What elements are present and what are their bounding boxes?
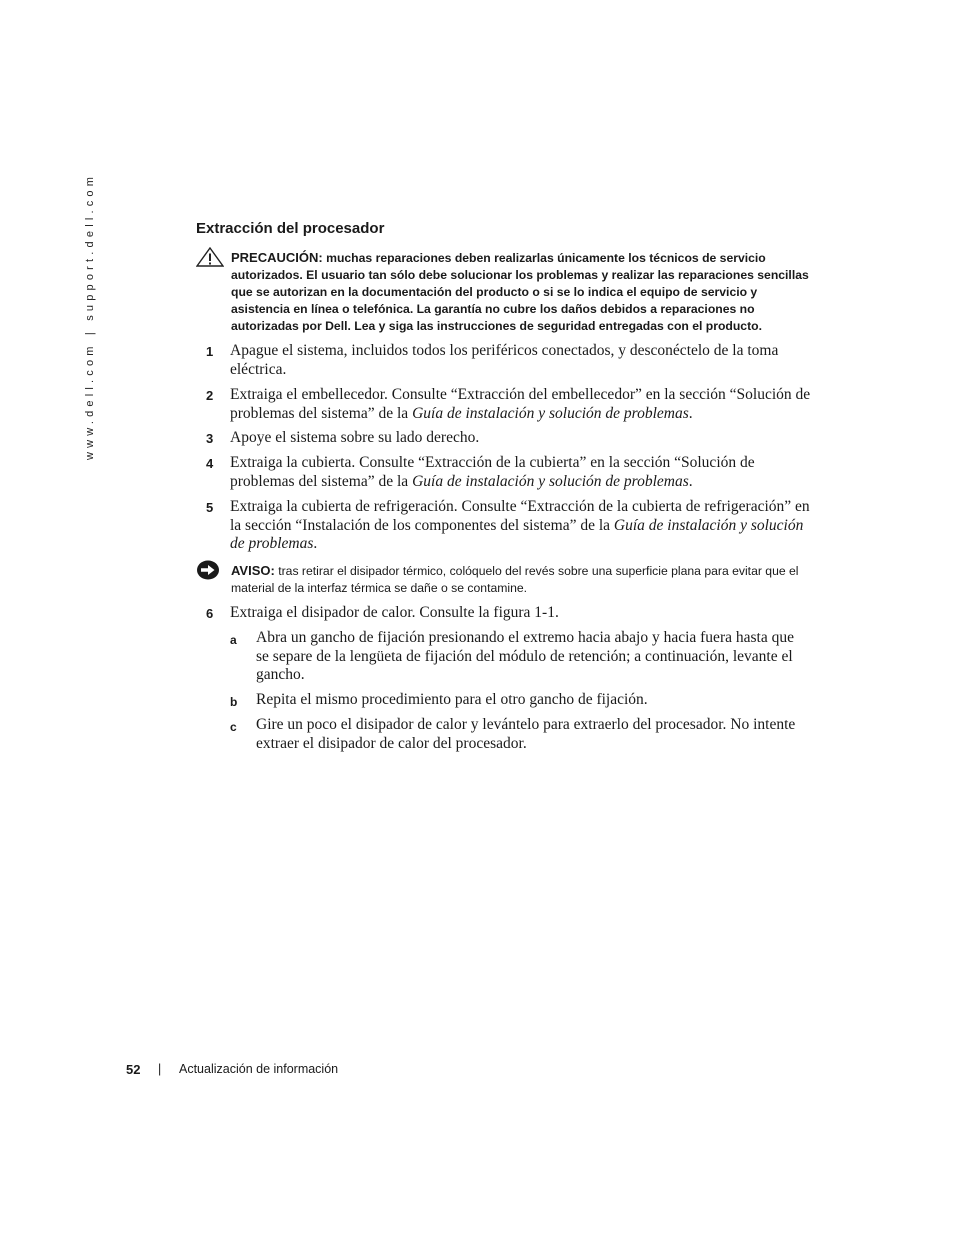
step-number: 2 (206, 388, 214, 403)
substep-letter: b (230, 695, 238, 709)
step-text: Extraiga el disipador de calor. Consulte la figura 1-1. (230, 604, 559, 621)
footer-separator: | (158, 1062, 162, 1076)
step-1 (196, 342, 816, 379)
step-text: Extraiga la cubierta de refrigeración. Consulte “Extracción de la cubierta de refrigeración” en la sección “Instalación de los componentes del sistema” de la Guía de instalación y solución de problemas. (230, 498, 810, 552)
substep-text: Repita el mismo procedimiento para el otro gancho de fijación. (256, 691, 648, 708)
footer-section-title: Actualización de información (179, 1062, 339, 1076)
substep-c (230, 716, 810, 753)
guide-reference: Guía de instalación y solución de problemas (412, 404, 689, 422)
step-5 (196, 498, 816, 554)
step-number: 1 (206, 344, 214, 359)
step-3 (196, 429, 816, 448)
substep-letter: a (230, 633, 237, 647)
step-number: 6 (206, 606, 214, 621)
caution-text: muchas reparaciones deben realizarlas únicamente los técnicos de servicio autorizados. El usuario tan sólo debe solucionar los problemas y realizar las reparaciones sencillas que se autorizan en la documentación del producto o si se lo indica el equipo de servicio y asistencia en línea o telefónica. La garantía no cubre los daños debidos a reparaciones no autorizadas por Dell. Lea y siga las instrucciones de seguridad entregadas con el producto. (231, 251, 809, 333)
step-text: Apague el sistema, incluidos todos los periféricos conectados, y desconéctelo de la toma eléctrica. (230, 342, 779, 378)
substep-text: Gire un poco el disipador de calor y levántelo para extraerlo del procesador. No intente extraer el disipador de calor del procesador. (256, 716, 796, 752)
aviso-text: tras retirar el disipador térmico, colóquelo del revés sobre una superficie plana para evitar que el material de la interfaz térmica se dañe o se contamine. (231, 564, 799, 595)
substep-a (230, 629, 810, 685)
step-number: 5 (206, 500, 214, 515)
section-title: Extracción del procesador (196, 220, 385, 237)
step-number: 3 (206, 431, 214, 446)
step-6 (196, 604, 816, 623)
substep-text: Abra un gancho de fijación presionando el extremo hacia abajo y hacia fuera hasta que se separe de la lengüeta de fijación del módulo de retención; a continuación, levante el gancho. (256, 629, 794, 683)
guide-reference: Guía de instalación y solución de problemas (412, 472, 689, 490)
step-text: Apoye el sistema sobre su lado derecho. (230, 429, 480, 446)
notice-aviso (196, 562, 816, 597)
step-text: Extraiga la cubierta. Consulte “Extracción de la cubierta” en la sección “Solución de problemas del sistema” de la Guía de instalación y solución de problemas. (230, 454, 755, 490)
aviso-label: AVISO: (231, 563, 275, 578)
step-4 (196, 454, 816, 491)
warning-icon (196, 247, 224, 267)
substep-b (230, 691, 810, 710)
substep-letter: c (230, 720, 237, 734)
step-number: 4 (206, 456, 214, 471)
notice-arrow-icon (196, 560, 224, 580)
page-number: 52 (126, 1062, 141, 1077)
guide-reference: Guía de instalación y solución de problemas (230, 516, 804, 552)
step-text: Extraiga el embellecedor. Consulte “Extracción del embellecedor” en la sección “Solución de problemas del sistema” de la Guía de instalación y solución de problemas. (230, 386, 811, 422)
side-url: www.dell.com | support.dell.com (84, 172, 96, 460)
caution-notice (196, 249, 816, 335)
step-2 (196, 386, 816, 423)
page-footer (126, 1062, 339, 1077)
caution-label: PRECAUCIÓN: (231, 250, 323, 265)
